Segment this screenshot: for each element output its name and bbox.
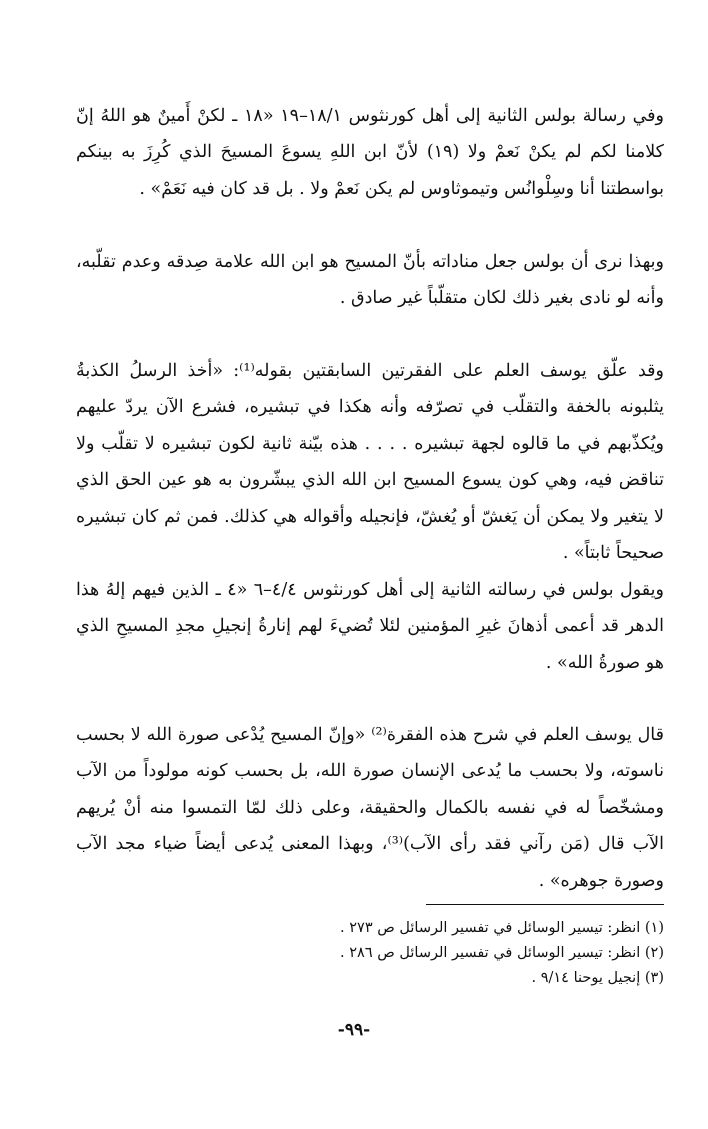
footnote-3: (٣) إنجيل يوحنا ٩/١٤ . bbox=[531, 970, 664, 986]
paragraph-4: ويقول بولس في رسالته الثانية إلى أهل كورنثوس ٤/٤–٦ «٤ ـ الذين فيهم إلهُ هذا الدهر قد أعمى أذهانَ غيرِ المؤمنين لئلا تُضيءَ لهم إنارةُ إنجيلِ مجدِ المسيحِ الذي هو صورةُ الله» . bbox=[76, 579, 664, 673]
footnote-divider bbox=[426, 904, 664, 905]
footnotes bbox=[304, 916, 664, 991]
page-number: -٩٩- bbox=[337, 1020, 371, 1040]
footnote-2: (٢) انظر: تيسير الوسائل في تفسير الرسائل ص ٢٨٦ . bbox=[340, 945, 664, 961]
paragraph-3: وقد علّق يوسف العلم على الفقرتين السابقتين بقوله⁽¹⁾: «أخذ الرسلُ الكذبةُ يثلبونه بالخفة والتقلّب في تصرّفه وأنه هكذا في تبشيره، فشرع الآن يردّ عليهم ويُكذّبهم في ما قالوه لجهة تبشيره . . . . هذه بيّنة ثانية لكون تبشيره لا تقلّب ولا تناقض فيه، وهي كون يسوع المسيح ابن الله الذي يبشّرون به هو عين الحق الذي لا يتغير ولا يمكن أن يَغشّ أو يُغشّ، فإنجيله وأقواله هي كذلك. فمن ثم كان تبشيره صحيحاً ثابتاً» . bbox=[76, 360, 664, 563]
footnote-1: (١) انظر: تيسير الوسائل في تفسير الرسائل ص ٢٧٣ . bbox=[340, 920, 664, 936]
paragraph-1: وفي رسالة بولس الثانية إلى أهل كورنثوس ١٨/١–١٩ «١٨ ـ لكنْ أَمينٌ هو اللهُ إنّ كلامنا لكم لم يكنْ نَعمْ ولا (١٩) لأنّ ابن اللهِ يسوعَ المسيحَ الذي كُرِزَ به بينكم بواسطتنا أنا وسِلْوانُس وتيموثاوس لم يكن نَعمْ ولا . بل قد كان فيه نَعَمْ» . bbox=[76, 105, 664, 199]
paragraph-2: وبهذا نرى أن بولس جعل مناداته بأنّ المسيح هو ابن الله علامة صِدقه وعدم تقلّبه، وأنه لو نادى بغير ذلك لكان متقلّباً غير صادق . bbox=[76, 251, 664, 308]
paragraph-5: قال يوسف العلم في شرح هذه الفقرة⁽²⁾ «وإنّ المسيح يُدْعى صورة الله لا بحسب ناسوته، ولا بحسب ما يُدعى الإنسان صورة الله، بل بحسب كونه مولوداً من الآب ومشخّصاً له في نفسه بالكمال والحقيقة، وعلى ذلك لمّا التمسوا منه أنْ يُريهم الآب قال (مَن رآني فقد رأى الآب)⁽³⁾، وبهذا المعنى يُدعى أيضاً ضياء مجد الآب وصورة جوهره» . bbox=[76, 724, 664, 891]
